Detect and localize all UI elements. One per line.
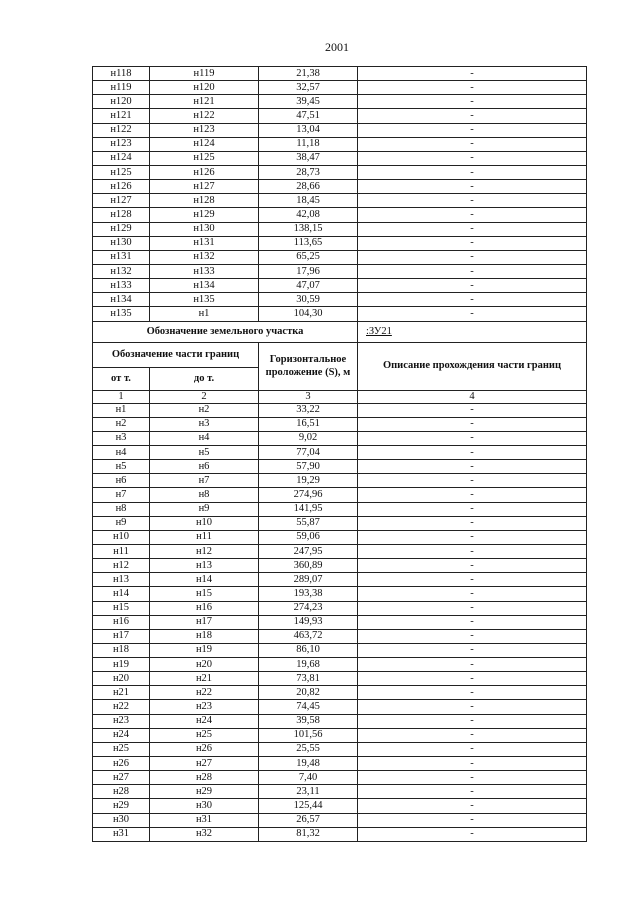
length-value: 274,23 xyxy=(259,601,358,615)
length-value: 30,59 xyxy=(259,293,358,307)
length-value: 101,56 xyxy=(259,728,358,742)
length-value: 7,40 xyxy=(259,771,358,785)
to-point: н29 xyxy=(150,785,259,799)
top-rows-group xyxy=(93,67,587,322)
description-cell: - xyxy=(358,488,587,502)
table-row xyxy=(93,587,587,601)
table-row xyxy=(93,109,587,123)
table-row xyxy=(93,827,587,841)
to-point: н129 xyxy=(150,208,259,222)
table-row xyxy=(93,403,587,417)
from-point: н125 xyxy=(93,165,150,179)
table-row xyxy=(93,151,587,165)
table-row xyxy=(93,67,587,81)
header-numbers-row xyxy=(93,390,587,403)
to-point: н131 xyxy=(150,236,259,250)
length-value: 74,45 xyxy=(259,700,358,714)
from-point: н120 xyxy=(93,95,150,109)
to-point: н27 xyxy=(150,757,259,771)
table-row xyxy=(93,307,587,321)
length-value: 32,57 xyxy=(259,81,358,95)
description-cell: - xyxy=(358,714,587,728)
from-point: н127 xyxy=(93,194,150,208)
length-value: 193,38 xyxy=(259,587,358,601)
description-cell: - xyxy=(358,431,587,445)
from-point: н22 xyxy=(93,700,150,714)
from-point: н16 xyxy=(93,615,150,629)
to-point: н119 xyxy=(150,67,259,81)
length-value: 55,87 xyxy=(259,516,358,530)
from-point: н134 xyxy=(93,293,150,307)
to-point: н26 xyxy=(150,742,259,756)
description-cell: - xyxy=(358,81,587,95)
to-point: н135 xyxy=(150,293,259,307)
description-cell: - xyxy=(358,417,587,431)
to-point: н120 xyxy=(150,81,259,95)
description-cell: - xyxy=(358,530,587,544)
description-cell: - xyxy=(358,236,587,250)
length-value: 19,29 xyxy=(259,474,358,488)
from-point: н11 xyxy=(93,544,150,558)
length-value: 289,07 xyxy=(259,573,358,587)
table-row xyxy=(93,573,587,587)
to-point: н30 xyxy=(150,799,259,813)
length-value: 73,81 xyxy=(259,672,358,686)
description-cell: - xyxy=(358,544,587,558)
to-point: н122 xyxy=(150,109,259,123)
table-row xyxy=(93,672,587,686)
from-point: н8 xyxy=(93,502,150,516)
from-point: н131 xyxy=(93,250,150,264)
to-point: н128 xyxy=(150,194,259,208)
from-point: н12 xyxy=(93,559,150,573)
length-value: 42,08 xyxy=(259,208,358,222)
from-point: н129 xyxy=(93,222,150,236)
to-point: н127 xyxy=(150,180,259,194)
length-value: 9,02 xyxy=(259,431,358,445)
description-cell: - xyxy=(358,279,587,293)
table-row xyxy=(93,95,587,109)
to-point: н13 xyxy=(150,559,259,573)
table-row xyxy=(93,757,587,771)
to-point: н18 xyxy=(150,629,259,643)
to-point: н31 xyxy=(150,813,259,827)
description-cell: - xyxy=(358,587,587,601)
table-row xyxy=(93,502,587,516)
from-point: н128 xyxy=(93,208,150,222)
from-point: н30 xyxy=(93,813,150,827)
description-cell: - xyxy=(358,629,587,643)
from-point: н5 xyxy=(93,460,150,474)
to-point: н1 xyxy=(150,307,259,321)
table-row xyxy=(93,488,587,502)
length-value: 23,11 xyxy=(259,785,358,799)
to-point: н4 xyxy=(150,431,259,445)
header-num-3: 3 xyxy=(259,390,358,403)
length-value: 20,82 xyxy=(259,686,358,700)
to-point: н3 xyxy=(150,417,259,431)
from-point: н15 xyxy=(93,601,150,615)
table-row xyxy=(93,658,587,672)
table-row xyxy=(93,279,587,293)
to-point: н132 xyxy=(150,250,259,264)
description-cell: - xyxy=(358,445,587,459)
header-length: Горизонтальное проложение (S), м xyxy=(259,342,358,390)
from-point: н29 xyxy=(93,799,150,813)
table-row xyxy=(93,236,587,250)
length-value: 86,10 xyxy=(259,643,358,657)
description-cell: - xyxy=(358,757,587,771)
length-value: 47,51 xyxy=(259,109,358,123)
length-value: 25,55 xyxy=(259,742,358,756)
table-row xyxy=(93,544,587,558)
header-parts: Обозначение части границ xyxy=(93,342,259,367)
table-row xyxy=(93,194,587,208)
table-row xyxy=(93,293,587,307)
length-value: 39,58 xyxy=(259,714,358,728)
description-cell: - xyxy=(358,516,587,530)
description-cell: - xyxy=(358,700,587,714)
table-row xyxy=(93,474,587,488)
description-cell: - xyxy=(358,250,587,264)
length-value: 47,07 xyxy=(259,279,358,293)
from-point: н10 xyxy=(93,530,150,544)
description-cell: - xyxy=(358,307,587,321)
to-point: н133 xyxy=(150,264,259,278)
section-value: :ЗУ21 xyxy=(358,321,587,342)
to-point: н19 xyxy=(150,643,259,657)
length-value: 11,18 xyxy=(259,137,358,151)
to-point: н24 xyxy=(150,714,259,728)
length-value: 38,47 xyxy=(259,151,358,165)
header-num-2: 2 xyxy=(150,390,259,403)
from-point: н31 xyxy=(93,827,150,841)
length-value: 39,45 xyxy=(259,95,358,109)
table-row xyxy=(93,264,587,278)
description-cell: - xyxy=(358,643,587,657)
description-cell: - xyxy=(358,559,587,573)
to-point: н25 xyxy=(150,728,259,742)
length-value: 149,93 xyxy=(259,615,358,629)
description-cell: - xyxy=(358,827,587,841)
to-point: н22 xyxy=(150,686,259,700)
from-point: н25 xyxy=(93,742,150,756)
description-cell: - xyxy=(358,742,587,756)
description-cell: - xyxy=(358,123,587,137)
table-row xyxy=(93,250,587,264)
to-point: н8 xyxy=(150,488,259,502)
from-point: н118 xyxy=(93,67,150,81)
to-point: н23 xyxy=(150,700,259,714)
to-point: н124 xyxy=(150,137,259,151)
to-point: н16 xyxy=(150,601,259,615)
length-value: 463,72 xyxy=(259,629,358,643)
header-row-1 xyxy=(93,342,587,367)
description-cell: - xyxy=(358,151,587,165)
from-point: н126 xyxy=(93,180,150,194)
boundary-table xyxy=(92,66,587,842)
from-point: н1 xyxy=(93,403,150,417)
description-cell: - xyxy=(358,813,587,827)
to-point: н17 xyxy=(150,615,259,629)
to-point: н9 xyxy=(150,502,259,516)
header-description: Описание прохождения части границ xyxy=(358,342,587,390)
length-value: 104,30 xyxy=(259,307,358,321)
length-value: 138,15 xyxy=(259,222,358,236)
from-point: н24 xyxy=(93,728,150,742)
header-from: от т. xyxy=(93,367,150,390)
from-point: н132 xyxy=(93,264,150,278)
length-value: 113,65 xyxy=(259,236,358,250)
description-cell: - xyxy=(358,165,587,179)
description-cell: - xyxy=(358,194,587,208)
from-point: н14 xyxy=(93,587,150,601)
length-value: 26,57 xyxy=(259,813,358,827)
length-value: 18,45 xyxy=(259,194,358,208)
from-point: н135 xyxy=(93,307,150,321)
table-row xyxy=(93,165,587,179)
section-title-row xyxy=(93,321,587,342)
to-point: н21 xyxy=(150,672,259,686)
length-value: 13,04 xyxy=(259,123,358,137)
table-row xyxy=(93,629,587,643)
table-row xyxy=(93,643,587,657)
to-point: н6 xyxy=(150,460,259,474)
description-cell: - xyxy=(358,460,587,474)
length-value: 17,96 xyxy=(259,264,358,278)
table-row xyxy=(93,714,587,728)
description-cell: - xyxy=(358,474,587,488)
description-cell: - xyxy=(358,799,587,813)
length-value: 21,38 xyxy=(259,67,358,81)
to-point: н14 xyxy=(150,573,259,587)
to-point: н12 xyxy=(150,544,259,558)
from-point: н133 xyxy=(93,279,150,293)
to-point: н134 xyxy=(150,279,259,293)
length-value: 65,25 xyxy=(259,250,358,264)
length-value: 33,22 xyxy=(259,403,358,417)
table-row xyxy=(93,123,587,137)
description-cell: - xyxy=(358,573,587,587)
page-number: 2001 xyxy=(325,40,349,54)
to-point: н5 xyxy=(150,445,259,459)
description-cell: - xyxy=(358,601,587,615)
from-point: н123 xyxy=(93,137,150,151)
table-row xyxy=(93,799,587,813)
table-row xyxy=(93,417,587,431)
table-row xyxy=(93,700,587,714)
description-cell: - xyxy=(358,686,587,700)
table-row xyxy=(93,81,587,95)
table-row xyxy=(93,559,587,573)
from-point: н23 xyxy=(93,714,150,728)
description-cell: - xyxy=(358,658,587,672)
to-point: н10 xyxy=(150,516,259,530)
length-value: 81,32 xyxy=(259,827,358,841)
description-cell: - xyxy=(358,672,587,686)
from-point: н124 xyxy=(93,151,150,165)
from-point: н121 xyxy=(93,109,150,123)
length-value: 28,66 xyxy=(259,180,358,194)
description-cell: - xyxy=(358,67,587,81)
description-cell: - xyxy=(358,771,587,785)
table-row xyxy=(93,615,587,629)
to-point: н123 xyxy=(150,123,259,137)
length-value: 125,44 xyxy=(259,799,358,813)
length-value: 274,96 xyxy=(259,488,358,502)
description-cell: - xyxy=(358,208,587,222)
section-header xyxy=(93,321,587,403)
header-num-1: 1 xyxy=(93,390,150,403)
from-point: н26 xyxy=(93,757,150,771)
description-cell: - xyxy=(358,137,587,151)
description-cell: - xyxy=(358,293,587,307)
to-point: н130 xyxy=(150,222,259,236)
from-point: н122 xyxy=(93,123,150,137)
description-cell: - xyxy=(358,728,587,742)
from-point: н19 xyxy=(93,658,150,672)
table-row xyxy=(93,742,587,756)
from-point: н7 xyxy=(93,488,150,502)
from-point: н4 xyxy=(93,445,150,459)
header-num-4: 4 xyxy=(358,390,587,403)
length-value: 19,68 xyxy=(259,658,358,672)
from-point: н2 xyxy=(93,417,150,431)
table-row xyxy=(93,813,587,827)
to-point: н20 xyxy=(150,658,259,672)
table-row xyxy=(93,785,587,799)
from-point: н28 xyxy=(93,785,150,799)
table-row xyxy=(93,137,587,151)
description-cell: - xyxy=(358,615,587,629)
to-point: н32 xyxy=(150,827,259,841)
to-point: н125 xyxy=(150,151,259,165)
table-row xyxy=(93,445,587,459)
from-point: н18 xyxy=(93,643,150,657)
description-cell: - xyxy=(358,95,587,109)
section-label: Обозначение земельного участка xyxy=(93,321,358,342)
to-point: н126 xyxy=(150,165,259,179)
from-point: н27 xyxy=(93,771,150,785)
table-row xyxy=(93,686,587,700)
table-row xyxy=(93,208,587,222)
from-point: н119 xyxy=(93,81,150,95)
to-point: н28 xyxy=(150,771,259,785)
description-cell: - xyxy=(358,502,587,516)
table-row xyxy=(93,516,587,530)
to-point: н15 xyxy=(150,587,259,601)
length-value: 77,04 xyxy=(259,445,358,459)
table-row xyxy=(93,601,587,615)
from-point: н9 xyxy=(93,516,150,530)
table-row xyxy=(93,222,587,236)
description-cell: - xyxy=(358,109,587,123)
from-point: н21 xyxy=(93,686,150,700)
main-rows-group xyxy=(93,403,587,841)
table-row xyxy=(93,728,587,742)
from-point: н6 xyxy=(93,474,150,488)
length-value: 59,06 xyxy=(259,530,358,544)
from-point: н17 xyxy=(93,629,150,643)
to-point: н2 xyxy=(150,403,259,417)
description-cell: - xyxy=(358,180,587,194)
from-point: н13 xyxy=(93,573,150,587)
length-value: 360,89 xyxy=(259,559,358,573)
length-value: 19,48 xyxy=(259,757,358,771)
length-value: 16,51 xyxy=(259,417,358,431)
to-point: н121 xyxy=(150,95,259,109)
description-cell: - xyxy=(358,264,587,278)
length-value: 57,90 xyxy=(259,460,358,474)
to-point: н7 xyxy=(150,474,259,488)
from-point: н3 xyxy=(93,431,150,445)
from-point: н20 xyxy=(93,672,150,686)
table-row xyxy=(93,431,587,445)
to-point: н11 xyxy=(150,530,259,544)
from-point: н130 xyxy=(93,236,150,250)
description-cell: - xyxy=(358,403,587,417)
header-to: до т. xyxy=(150,367,259,390)
table-row xyxy=(93,530,587,544)
table-row xyxy=(93,460,587,474)
length-value: 247,95 xyxy=(259,544,358,558)
length-value: 141,95 xyxy=(259,502,358,516)
table-row xyxy=(93,771,587,785)
description-cell: - xyxy=(358,222,587,236)
table-row xyxy=(93,180,587,194)
description-cell: - xyxy=(358,785,587,799)
length-value: 28,73 xyxy=(259,165,358,179)
